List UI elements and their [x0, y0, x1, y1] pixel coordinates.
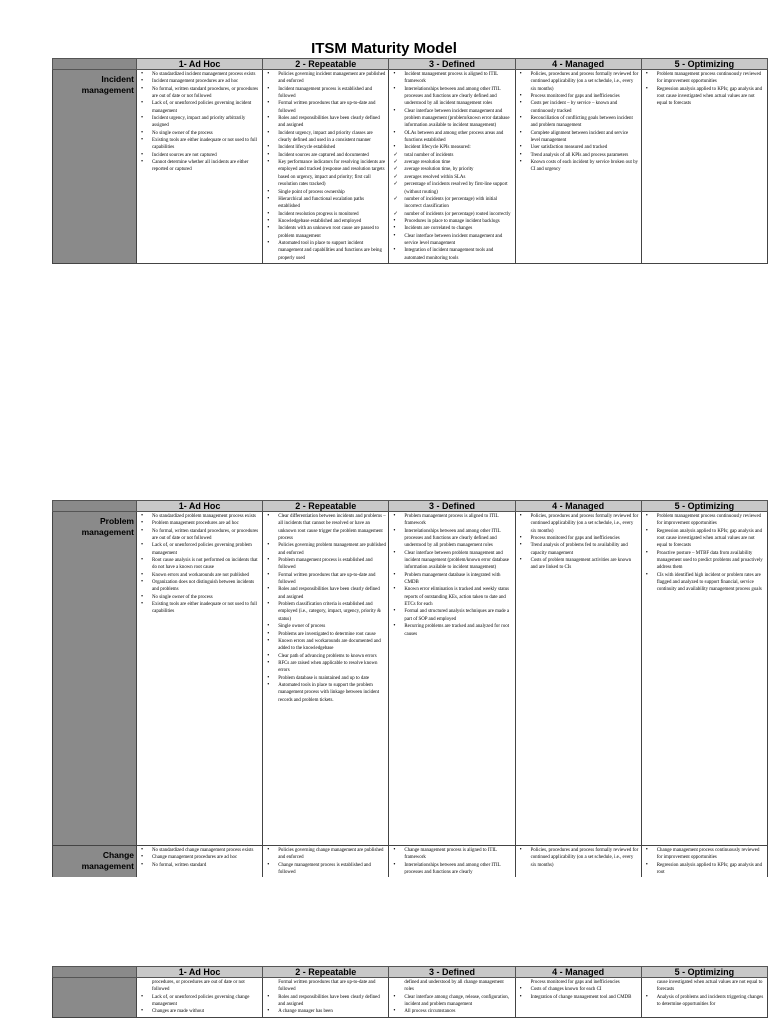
list-item: • Existing tools are either inadequate or not used to full capabilities: [139, 137, 260, 152]
list-item: • Policies, procedures and process formally reviewed for continued applicability (on a set schedule, i.e., every six months): [518, 71, 639, 93]
list-item: • Incident management process is established and followed: [265, 86, 386, 101]
list-item: • Formal written procedures that are up-to-date and followed: [265, 572, 386, 587]
list-item: • Trend analysis of problems fed to availability and capacity management: [518, 542, 639, 557]
column-header-row: [53, 501, 768, 512]
cell-ad-hoc: [137, 512, 263, 846]
cell-defined: [389, 846, 515, 878]
list-item: ✓ average resolution time: [391, 159, 512, 166]
list-item: • Hierarchical and functional escalation paths established: [265, 196, 386, 211]
list-item: • Incidents are correlated to changes: [391, 225, 512, 232]
list-item: defined and understood by all change management roles: [404, 980, 504, 993]
cell-repeatable: [263, 70, 389, 264]
list-item: • Problem management procedures are ad hoc: [139, 520, 260, 527]
list-item: • Clear path of advancing problems to known errors: [265, 653, 386, 660]
list-item: • Costs of problem management activities are known and are linked to CIs: [518, 557, 639, 572]
col-header-ad-hoc: 1- Ad Hoc: [137, 501, 263, 512]
list-item: • Roles and responsibilities have been clearly defined and assigned: [265, 994, 386, 1009]
list-item: • Procedures in place to manage incident backlogs: [391, 218, 512, 225]
list-item: • Problem management process is established and followed: [265, 557, 386, 572]
list-item: • Change management process is established and followed: [265, 862, 386, 877]
list-item: • Lack of, or unenforced policies governing incident management: [139, 100, 260, 115]
list-item: • Costs per incident – by service – known and continuously tracked: [518, 100, 639, 115]
problem-change-table: [52, 500, 768, 890]
list-item: • Changes are made without: [139, 1008, 260, 1015]
list-item: • Integration of incident management tools and automated monitoring tools: [391, 247, 512, 262]
list-item: • Policies governing incident management are published and enforced: [265, 71, 386, 86]
table-row: [53, 978, 768, 1018]
list-item: ✓ average resolution time, by priority: [391, 166, 512, 173]
col-header-repeatable: 2 - Repeatable: [263, 501, 389, 512]
list-item: Formal written procedures that are up-to-date and followed: [278, 980, 376, 993]
list-item: • Organization does not distinguish between incidents and problems: [139, 579, 260, 594]
col-header-defined: 3 - Defined: [389, 967, 515, 978]
col-header-repeatable: 2 - Repeatable: [263, 967, 389, 978]
column-header-row: [53, 59, 768, 70]
header-corner: [53, 501, 137, 512]
list-item: • Incident management process is aligned to ITIL framework: [391, 71, 512, 86]
list-item: • Clear differentiation between incidents and problems – all incidents that cannot be resolved or have an unknown root cause trigger the problem management process: [265, 513, 386, 542]
cell-repeatable: [263, 978, 389, 1018]
list-item: • Policies, procedures and process formally reviewed for continued applicability (on a set schedule, i.e., every six months): [518, 513, 639, 535]
list-item: • Roles and responsibilities have been clearly defined and assigned: [265, 115, 386, 130]
list-item: ✓ total number of incidents: [391, 152, 512, 159]
cell-optimizing: [641, 978, 767, 1018]
list-item: • Root cause analysis is not performed on incidents that do not have a known root cause: [139, 557, 260, 572]
cell-repeatable: [263, 846, 389, 878]
list-item: ✓ percentage of incidents resolved by first-line support (without routing): [391, 181, 512, 196]
list-item: • No standardized problem management process exists: [139, 513, 260, 520]
list-item: cause investigated when actual values are not equal to forecasts: [656, 980, 763, 993]
list-item: • Lack of, or unenforced policies governing change management: [139, 994, 260, 1009]
col-header-optimizing: 5 - Optimizing: [641, 501, 767, 512]
col-header-managed: 4 - Managed: [515, 501, 641, 512]
list-item: • Single owner of process: [265, 623, 386, 630]
list-item: • Lack of, or unenforced policies governing problem management: [139, 542, 260, 557]
list-item: • Incident management procedures are ad hoc: [139, 78, 260, 85]
col-header-optimizing: 5 - Optimizing: [641, 967, 767, 978]
cell-managed: [515, 978, 641, 1018]
list-item: • Change management process is aligned to ITIL framework: [391, 847, 512, 862]
col-header-defined: 3 - Defined: [389, 59, 515, 70]
list-item: • Incident sources are captured and documented: [265, 152, 386, 159]
list-item: • CIs with identified high incident or problem rates are flagged and analyzed to support financial, service continuity and availability management process goals: [644, 572, 765, 594]
cell-managed: [515, 70, 641, 264]
col-header-managed: 4 - Managed: [515, 967, 641, 978]
list-item: • Problem management process is aligned to ITIL framework: [391, 513, 512, 528]
list-item: • Policies governing problem management are published and enforced: [265, 542, 386, 557]
list-item: • Incident resolution progress is monitored: [265, 211, 386, 218]
list-item: • Existing tools are either inadequate or not used to full capabilities: [139, 601, 260, 616]
incident-management-table: [52, 58, 768, 424]
list-item: • Problem management process continuously reviewed for improvement opportunities: [644, 513, 765, 528]
cell-repeatable: [263, 512, 389, 846]
list-item: • Problem management process continuously reviewed for improvement opportunities: [644, 71, 765, 86]
list-item: • Process monitored for gaps and inefficiencies: [518, 535, 639, 542]
list-item: • Incident lifecycle KPIs measured:: [391, 144, 512, 151]
list-item: • Automated tool in place to support incident management and capabilities and functions are being properly used: [265, 240, 386, 262]
list-item: • No formal, written standard procedures, or procedures are out of date or not followed: [139, 86, 260, 101]
list-item: • Automated tools in place to support the problem management process with linkage between incident records and problem tickets.: [265, 682, 386, 704]
list-item: • Policies governing change management are published and enforced: [265, 847, 386, 862]
list-item: • All process circumstances: [391, 1008, 512, 1015]
process-label: Change management: [53, 846, 137, 878]
cell-optimizing: [641, 70, 767, 264]
list-item: • Recurring problems are tracked and analyzed for root causes: [391, 623, 512, 638]
list-item: • Proactive posture – MTBF data from availability management used to predict problems and proactively address them: [644, 550, 765, 572]
list-item: • No standardized incident management process exists: [139, 71, 260, 78]
list-item: • Policies, procedures and process formally reviewed for continued applicability (on a set schedule, i.e., every six months): [518, 847, 639, 869]
list-item: • Trend analysis of all KPIs and process parameters: [518, 152, 639, 159]
process-label: Problem management: [53, 512, 137, 846]
list-item: • Cannot determine whether all incidents are either reported or captured: [139, 159, 260, 174]
list-item: • Regression analysis applied to KPIs; gap analysis and root cause investigated when actual values are not equal to forecasts: [644, 528, 765, 550]
list-item: • Known errors and workarounds are documented and added to the knowledgebase: [265, 638, 386, 653]
col-header-defined: 3 - Defined: [389, 501, 515, 512]
list-item: • Problem management database is integrated with CMDB: [391, 572, 512, 587]
col-header-repeatable: 2 - Repeatable: [263, 59, 389, 70]
list-item: • Known costs of each incident by service broken out by CI and urgency: [518, 159, 639, 174]
header-corner: [53, 59, 137, 70]
list-item: • Incidents with an unknown root cause are passed to problem management: [265, 225, 386, 240]
list-item: • Integration of change management tool and CMDB: [518, 994, 639, 1001]
cell-ad-hoc: [137, 978, 263, 1018]
list-item: • Change management procedures are ad hoc: [139, 854, 260, 861]
list-item: • Single point of process ownership: [265, 189, 386, 196]
list-item: • No single owner of the process: [139, 594, 260, 601]
list-item: • Interrelationships between and among other ITIL processes and functions are clearly defined and understood by all problem management roles: [391, 528, 512, 550]
list-item: • Analysis of problems and incidents triggering changes to determine opportunities for: [644, 994, 765, 1009]
list-item: procedures, or procedures are out of date or not followed: [152, 980, 245, 993]
list-item: • A change manager has been: [265, 1008, 386, 1015]
list-item: • Known errors and workarounds are not published: [139, 572, 260, 579]
list-item: • No single owner of the process: [139, 130, 260, 137]
list-item: • Incident sources are not captured: [139, 152, 260, 159]
list-item: • Formal and structured analysis techniques are made a part of SOP and employed: [391, 608, 512, 623]
list-item: • Knowledgebase established and employed: [265, 218, 386, 225]
list-item: • RFCs are raised when applicable to resolve known errors: [265, 660, 386, 675]
change-continued-table: [52, 966, 768, 1024]
list-item: • Clear interface among change, release, configuration, incident and problem management: [391, 994, 512, 1009]
list-item: • Key performance indicators for resolving incidents are employed and tracked (response and resolution targets based on urgency, impact and priority; first call resolution rates tracked): [265, 159, 386, 188]
list-item: • Roles and responsibilities have been clearly defined and assigned: [265, 586, 386, 601]
list-item: • Costs of changes known for each CI: [518, 986, 639, 993]
cell-defined: [389, 70, 515, 264]
list-item: • Change management process continuously reviewed for improvement opportunities: [644, 847, 765, 862]
list-item: • Problems are investigated to determine root cause: [265, 631, 386, 638]
list-item: • Clear interface between incident management and service level management: [391, 233, 512, 248]
list-item: • Interrelationships between and among other ITIL processes and functions are clearly defined and understood by all incident management roles: [391, 86, 512, 108]
list-item: ✓ averages resolved within SLAs: [391, 174, 512, 181]
list-item: • Incident urgency, impact and priority arbitrarily assigned: [139, 115, 260, 130]
cell-managed: [515, 846, 641, 878]
list-item: ✓ number of incidents (or percentage) routed incorrectly: [391, 211, 512, 218]
col-header-ad-hoc: 1- Ad Hoc: [137, 967, 263, 978]
table-row: [53, 512, 768, 846]
list-item: • No formal, written standard: [139, 862, 260, 869]
table-row: [53, 846, 768, 878]
list-item: • Incident urgency, impact and priority classes are clearly defined and used in a consistent manner: [265, 130, 386, 145]
cell-defined: [389, 512, 515, 846]
header-corner: [53, 967, 137, 978]
col-header-managed: 4 - Managed: [515, 59, 641, 70]
list-item: ✓ number of incidents (or percentage) with initial incorrect classification: [391, 196, 512, 211]
cell-ad-hoc: [137, 70, 263, 264]
cell-defined: [389, 978, 515, 1018]
list-item: • Reconciliation of conflicting goals between incident and problem management: [518, 115, 639, 130]
list-item: • Clear interface between incident management and problem management (problem/known error database information available to incident management): [391, 108, 512, 130]
list-item: • No formal, written standard procedures, or procedures are out of date or not followed: [139, 528, 260, 543]
list-item: • Interrelationships between and among other ITIL processes and functions are clearly: [391, 862, 512, 877]
column-header-row: [53, 967, 768, 978]
list-item: • No standardized change management process exists: [139, 847, 260, 854]
list-item: • Regression analysis applied to KPIs; gap analysis and root cause investigated when actual values are not equal to forecasts: [644, 86, 765, 108]
list-item: • Process monitored for gaps and inefficiencies: [518, 93, 639, 100]
list-item: • Complete alignment between incident and service level management: [518, 130, 639, 145]
col-header-optimizing: 5 - Optimizing: [641, 59, 767, 70]
list-item: • Known error elimination is tracked and weekly status reports of outstanding KEs, action taken to date and ETCs for each: [391, 586, 512, 608]
page-title: ITSM Maturity Model: [311, 40, 457, 57]
cell-ad-hoc: [137, 846, 263, 878]
cell-managed: [515, 512, 641, 846]
list-item: • Problem classification criteria is established and employed (i.e., category, impact, urgency, priority & status): [265, 601, 386, 623]
list-item: • Incident lifecycle established: [265, 144, 386, 151]
table-row: [53, 70, 768, 264]
list-item: Process monitored for gaps and inefficiencies: [530, 980, 620, 985]
list-item: • User satisfaction measured and tracked: [518, 144, 639, 151]
list-item: • OLAs between and among other process areas and functions established: [391, 130, 512, 145]
process-label: Incident management: [53, 70, 137, 264]
list-item: • Regression analysis applied to KPIs; gap analysis and root: [644, 862, 765, 877]
cell-optimizing: [641, 846, 767, 878]
col-header-ad-hoc: 1- Ad Hoc: [137, 59, 263, 70]
list-item: • Formal written procedures that are up-to-date and followed: [265, 100, 386, 115]
cell-optimizing: [641, 512, 767, 846]
list-item: • Clear interface between problem management and incident management (problem/known error database information available to incident management): [391, 550, 512, 572]
process-label-blank: [53, 978, 137, 1018]
list-item: • Problem database is maintained and up to date: [265, 675, 386, 682]
